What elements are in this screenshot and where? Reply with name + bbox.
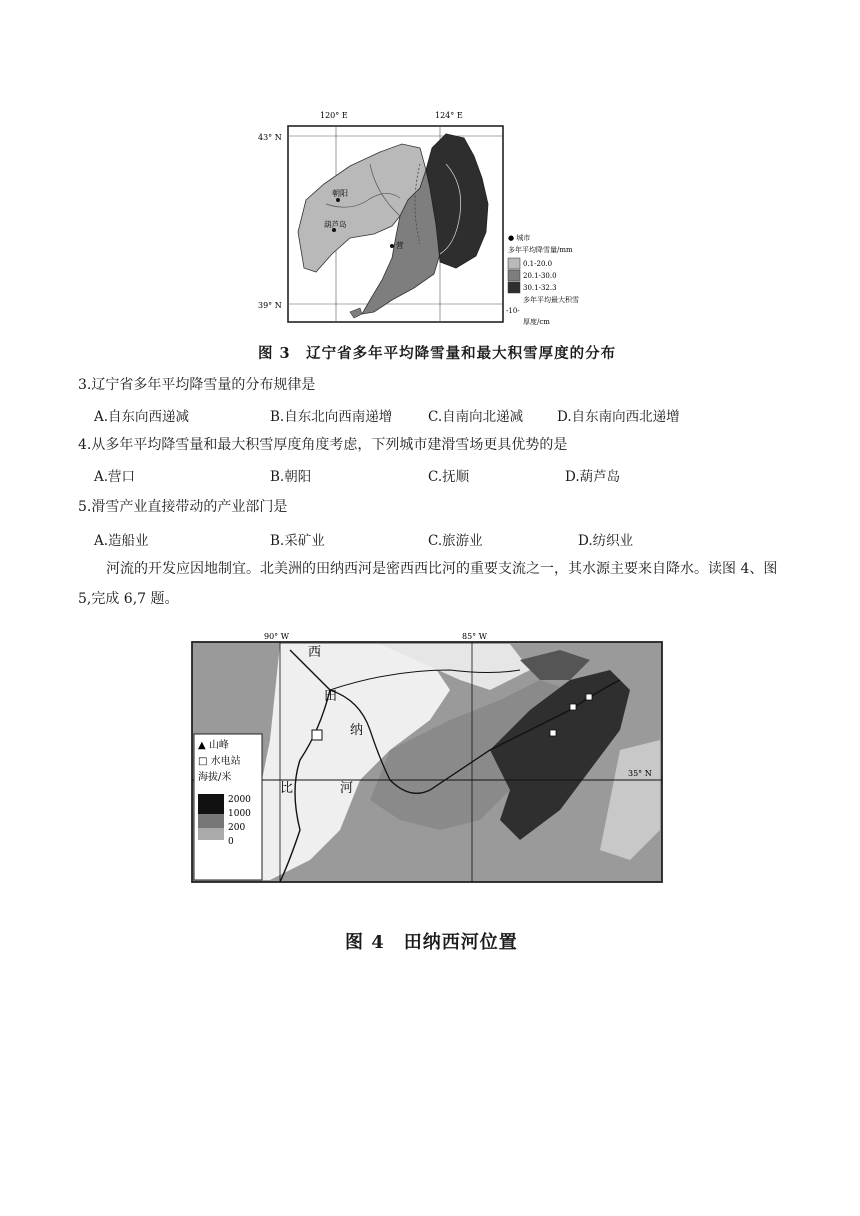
legend-range2: 20.1-30.0 (523, 272, 557, 280)
dam-marker (312, 730, 322, 740)
river-char-5: 河 (340, 781, 354, 796)
q3-option-b[interactable]: B.自东北向西南递增 (270, 409, 393, 425)
q4-option-b[interactable]: B.朝阳 (270, 469, 312, 485)
q5-option-b[interactable]: B.采矿业 (270, 533, 325, 549)
q3-option-d[interactable]: D.自东南向西北递增 (557, 409, 680, 425)
legend-elevation: 海拔/米 (198, 772, 232, 783)
figure3-caption: 图 3 辽宁省多年平均降雪量和最大积雪厚度的分布 (258, 345, 617, 362)
q4-option-c[interactable]: C.抚顺 (428, 469, 470, 485)
legend-dam: □ 水电站 (198, 756, 241, 767)
lat-label-39: 39° N (258, 301, 282, 310)
q5-option-d[interactable]: D.纺织业 (578, 533, 634, 549)
question-5: 5.滑雪产业直接带动的产业部门是 (78, 499, 288, 515)
question-4: 4.从多年平均降雪量和最大积雪厚度角度考虑，下列城市建滑雪场更具优势的是 (78, 437, 568, 453)
q4-option-a[interactable]: A.营口 (94, 469, 136, 485)
intro-paragraph: 河流的开发应因地制宜。北美洲的田纳西河是密西西比河的重要支流之一，其水源主要来自降水。读图 4、图 5,完成 6,7 题。 (78, 561, 778, 607)
legend-depth-unit: 厚度/cm (523, 318, 550, 326)
map4-legend (194, 734, 262, 880)
figure4-caption: 图 4 田纳西河位置 (345, 932, 518, 953)
legend-range3: 30.1-32.3 (523, 284, 557, 292)
q3-option-a[interactable]: A.自东向西递减 (94, 409, 190, 425)
map-legend (506, 233, 579, 326)
lon-label-120: 120° E (320, 111, 348, 120)
q4-option-d[interactable]: D.葫芦岛 (565, 469, 621, 485)
q5-option-a[interactable]: A.造船业 (94, 533, 149, 549)
lon-label-124: 124° E (435, 111, 463, 120)
legend-city: ● 城市 (508, 234, 531, 242)
legend-level-2000: 2000 (228, 795, 251, 805)
legend-depth-line: 多年平均最大积雪 (523, 296, 579, 304)
legend-range1: 0.1-20.0 (523, 260, 553, 268)
lat-label-35n: 35° N (628, 769, 652, 778)
lon-label-90w: 90° W (264, 632, 289, 641)
river-char-2: 田 (324, 689, 338, 704)
legend-snowfall-title: 多年平均降雪量/mm (508, 246, 573, 254)
legend-level-200: 200 (228, 823, 246, 833)
lon-label-85w: 85° W (462, 632, 487, 641)
liaoning-snowfall-map (250, 104, 579, 334)
river-char-4: 比 (280, 781, 294, 796)
q5-option-c[interactable]: C.旅游业 (428, 533, 483, 549)
river-char-3: 纳 (350, 723, 364, 738)
q3-option-c[interactable]: C.自南向北递减 (428, 409, 524, 425)
tennessee-river-map (190, 630, 666, 885)
legend-level-1000: 1000 (228, 809, 251, 819)
legend-depth-value: -10- (506, 307, 520, 315)
legend-level-0: 0 (228, 837, 234, 847)
legend-mountain: ▲ 山峰 (198, 740, 229, 751)
city-chaoyang: 朝阳 (332, 189, 348, 198)
city-huludao: 葫芦岛 (324, 220, 347, 229)
city-yingkou: 营 (396, 241, 404, 250)
lat-label-43: 43° N (258, 133, 282, 142)
river-char-1: 西 (308, 645, 322, 660)
question-3: 3.辽宁省多年平均降雪量的分布规律是 (78, 377, 316, 393)
